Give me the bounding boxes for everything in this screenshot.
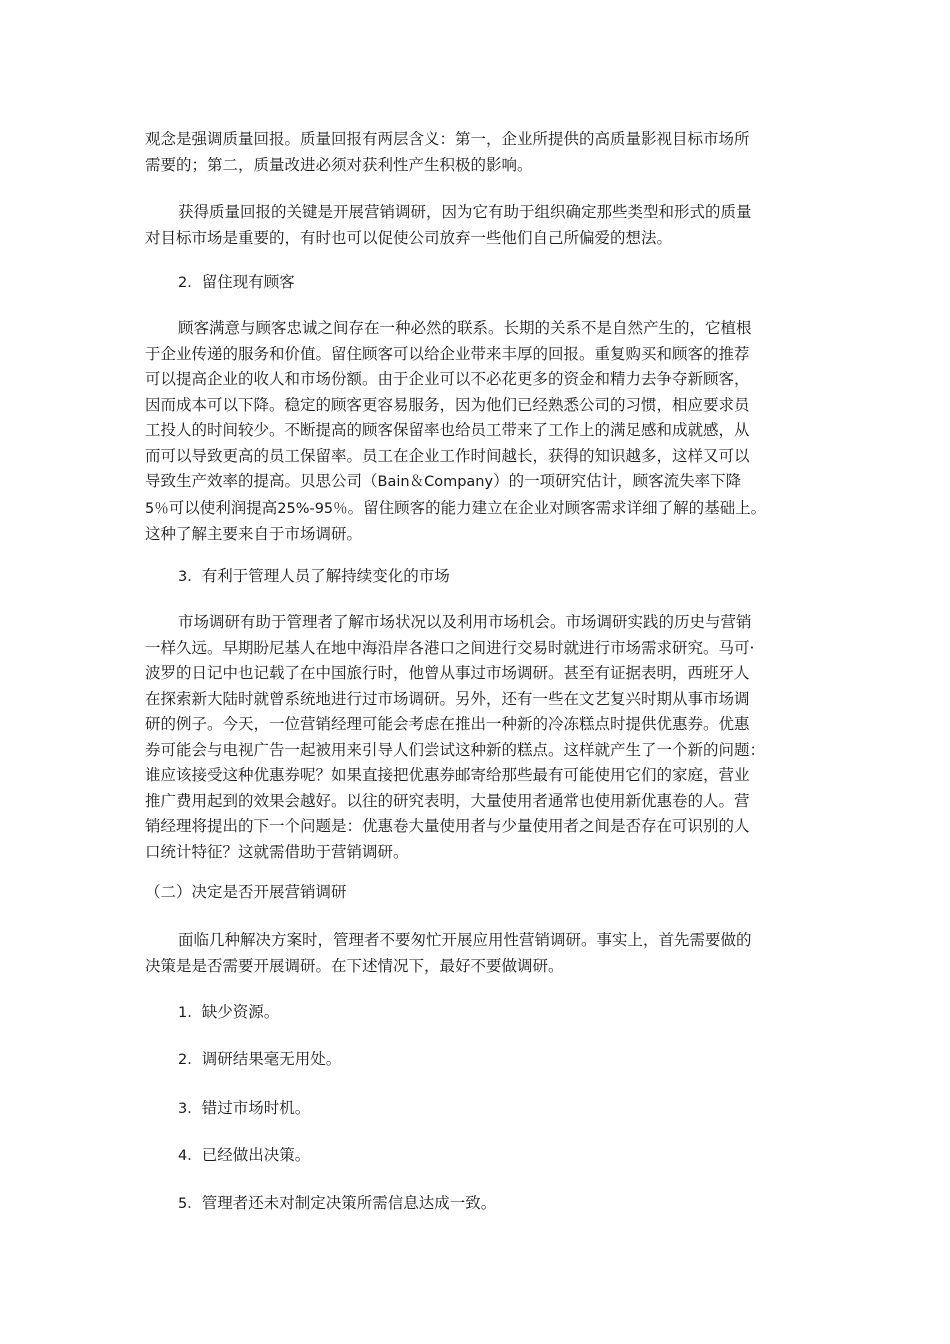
text-line: 而可以导致更高的员工保留率。员工在企业工作时间越长，获得的知识越多，这样又可以 [145,446,750,465]
text-line [145,469,815,496]
heading-retain-customers [178,270,295,296]
paragraph-decision [145,928,815,979]
paragraph-research-key [145,200,815,251]
list-item [178,1096,310,1122]
text-segment: 可以使利润提高 [168,498,278,517]
list-item [178,1143,310,1169]
list-text: 缺少资源。 [201,1003,280,1021]
list-number: 1． [178,1005,202,1021]
list-text: 调研结果毫无用处。 [201,1050,342,1068]
text-line: 市场调研有助于管理者了解市场状况以及利用市场机会。市场调研实践的历史与营销 [178,613,752,631]
list-number: 3． [178,1101,202,1117]
text-line: 对目标市场是重要的，有时也可以促使公司放弃一些他们自己所偏爱的想法。 [145,228,673,247]
text-line: 可以提高企业的收人和市场份额。由于企业可以不必花更多的资金和精力去争夺新顾客， [145,370,750,388]
text-line: 获得质量回报的关键是开展营销调研，因为它有助于组织确定那些类型和形式的质量 [178,203,752,221]
heading-text: 留住现有顾客 [201,273,295,291]
text-line: 因而成本可以下降。稳定的顾客更容易服务，因为他们已经熟悉公司的习惯，相应要求员 [145,395,750,414]
text-segment: ）的一项研究估计，顾客流失率下降 [493,472,742,490]
list-text: 错过市场时机。 [201,1099,311,1117]
text-line: 一样久远。早期盼尼基人在地中海沿岸各港口之间进行交易时就进行市场需求研究。马可· [145,638,755,657]
percent-range: 25%-95％ [277,500,348,517]
heading-number: 2． [178,275,202,291]
text-line [145,496,815,523]
text-line: 在探索新大陆时就曾系统地进行过市场调研。另外，还有一些在文艺复兴时期从事市场调 [145,689,750,708]
text-line: 需要的；第二，质量改进必须对获利性产生积极的影响。 [145,155,533,174]
text-line: 推广费用起到的效果会越好。以往的研究表明，大量使用者通常也使用新优惠卷的人。营 [145,791,750,810]
text-line: 这种了解主要来自于市场调研。 [145,525,363,543]
company-name: Bain＆Company [377,474,494,490]
paragraph-quality-return [145,127,815,178]
text-line: 面临几种解决方案时，管理者不要匆忙开展应用性营销调研。事实上，首先需要做的 [178,931,752,949]
text-segment: 。留住顾客的能力建立在企业对顾客需求详细了解的基础上。 [347,498,767,517]
paragraph-market-research-history [145,610,815,865]
text-line: 销经理将提出的下一个问题是：优惠卷大量使用者与少量使用者之间是否存在可识别的人 [145,817,750,835]
list-number: 2． [178,1052,202,1068]
list-item [178,1000,279,1026]
text-line: 波罗的日记中也记载了在中国旅行时，他曾从事过市场调研。甚至有证据表明，西班牙人 [145,664,750,682]
list-item [178,1191,496,1217]
text-line: 观念是强调质量回报。质量回报有两层含义：第一，企业所提供的高质量影视目标市场所 [145,130,750,148]
list-text: 管理者还未对制定决策所需信息达成一致。 [201,1194,497,1212]
text-line: 工投人的时间较少。不断提高的顾客保留率也给员工带来了工作上的满足感和成就感，从 [145,421,750,439]
text-line: 顾客满意与顾客忠诚之间存在一种必然的联系。长期的关系不是自然产生的，它植根 [178,319,752,337]
heading-text: 有利于管理人员了解持续变化的市场 [201,567,450,585]
percent-value: 5％ [145,500,169,517]
text-line: 券可能会与电视广告一起被用来引导人们尝试这种新的糕点。这样就产生了一个新的问题： [145,740,766,759]
list-item [178,1047,341,1073]
text-line: 谁应该接受这种优惠券呢？如果直接把优惠券邮寄给那些最有可能使用它们的家庭，营业 [145,766,750,784]
text-line: 口统计特征？这就需借助于营销调研。 [145,842,409,861]
text-segment: 导致生产效率的提高。贝思公司（ [145,472,378,490]
list-number: 5． [178,1196,202,1212]
heading-number: 3． [178,569,202,585]
section-heading-decide-research: （二）决定是否开展营销调研 [145,883,347,901]
text-line: 研的例子。今天，一位营销经理可能会考虑在推出一种新的冷冻糕点时提供优惠券。优惠 [145,715,750,733]
list-text: 已经做出决策。 [201,1146,311,1164]
list-number: 4． [178,1148,202,1164]
text-line: 决策是是否需要开展调研。在下述情况下，最好不要做调研。 [145,956,564,975]
paragraph-customer-loyalty [145,316,815,548]
heading-changing-market [178,564,450,590]
text-line: 于企业传递的服务和价值。留住顾客可以给企业带来丰厚的回报。重复购买和顾客的推荐 [145,344,750,363]
